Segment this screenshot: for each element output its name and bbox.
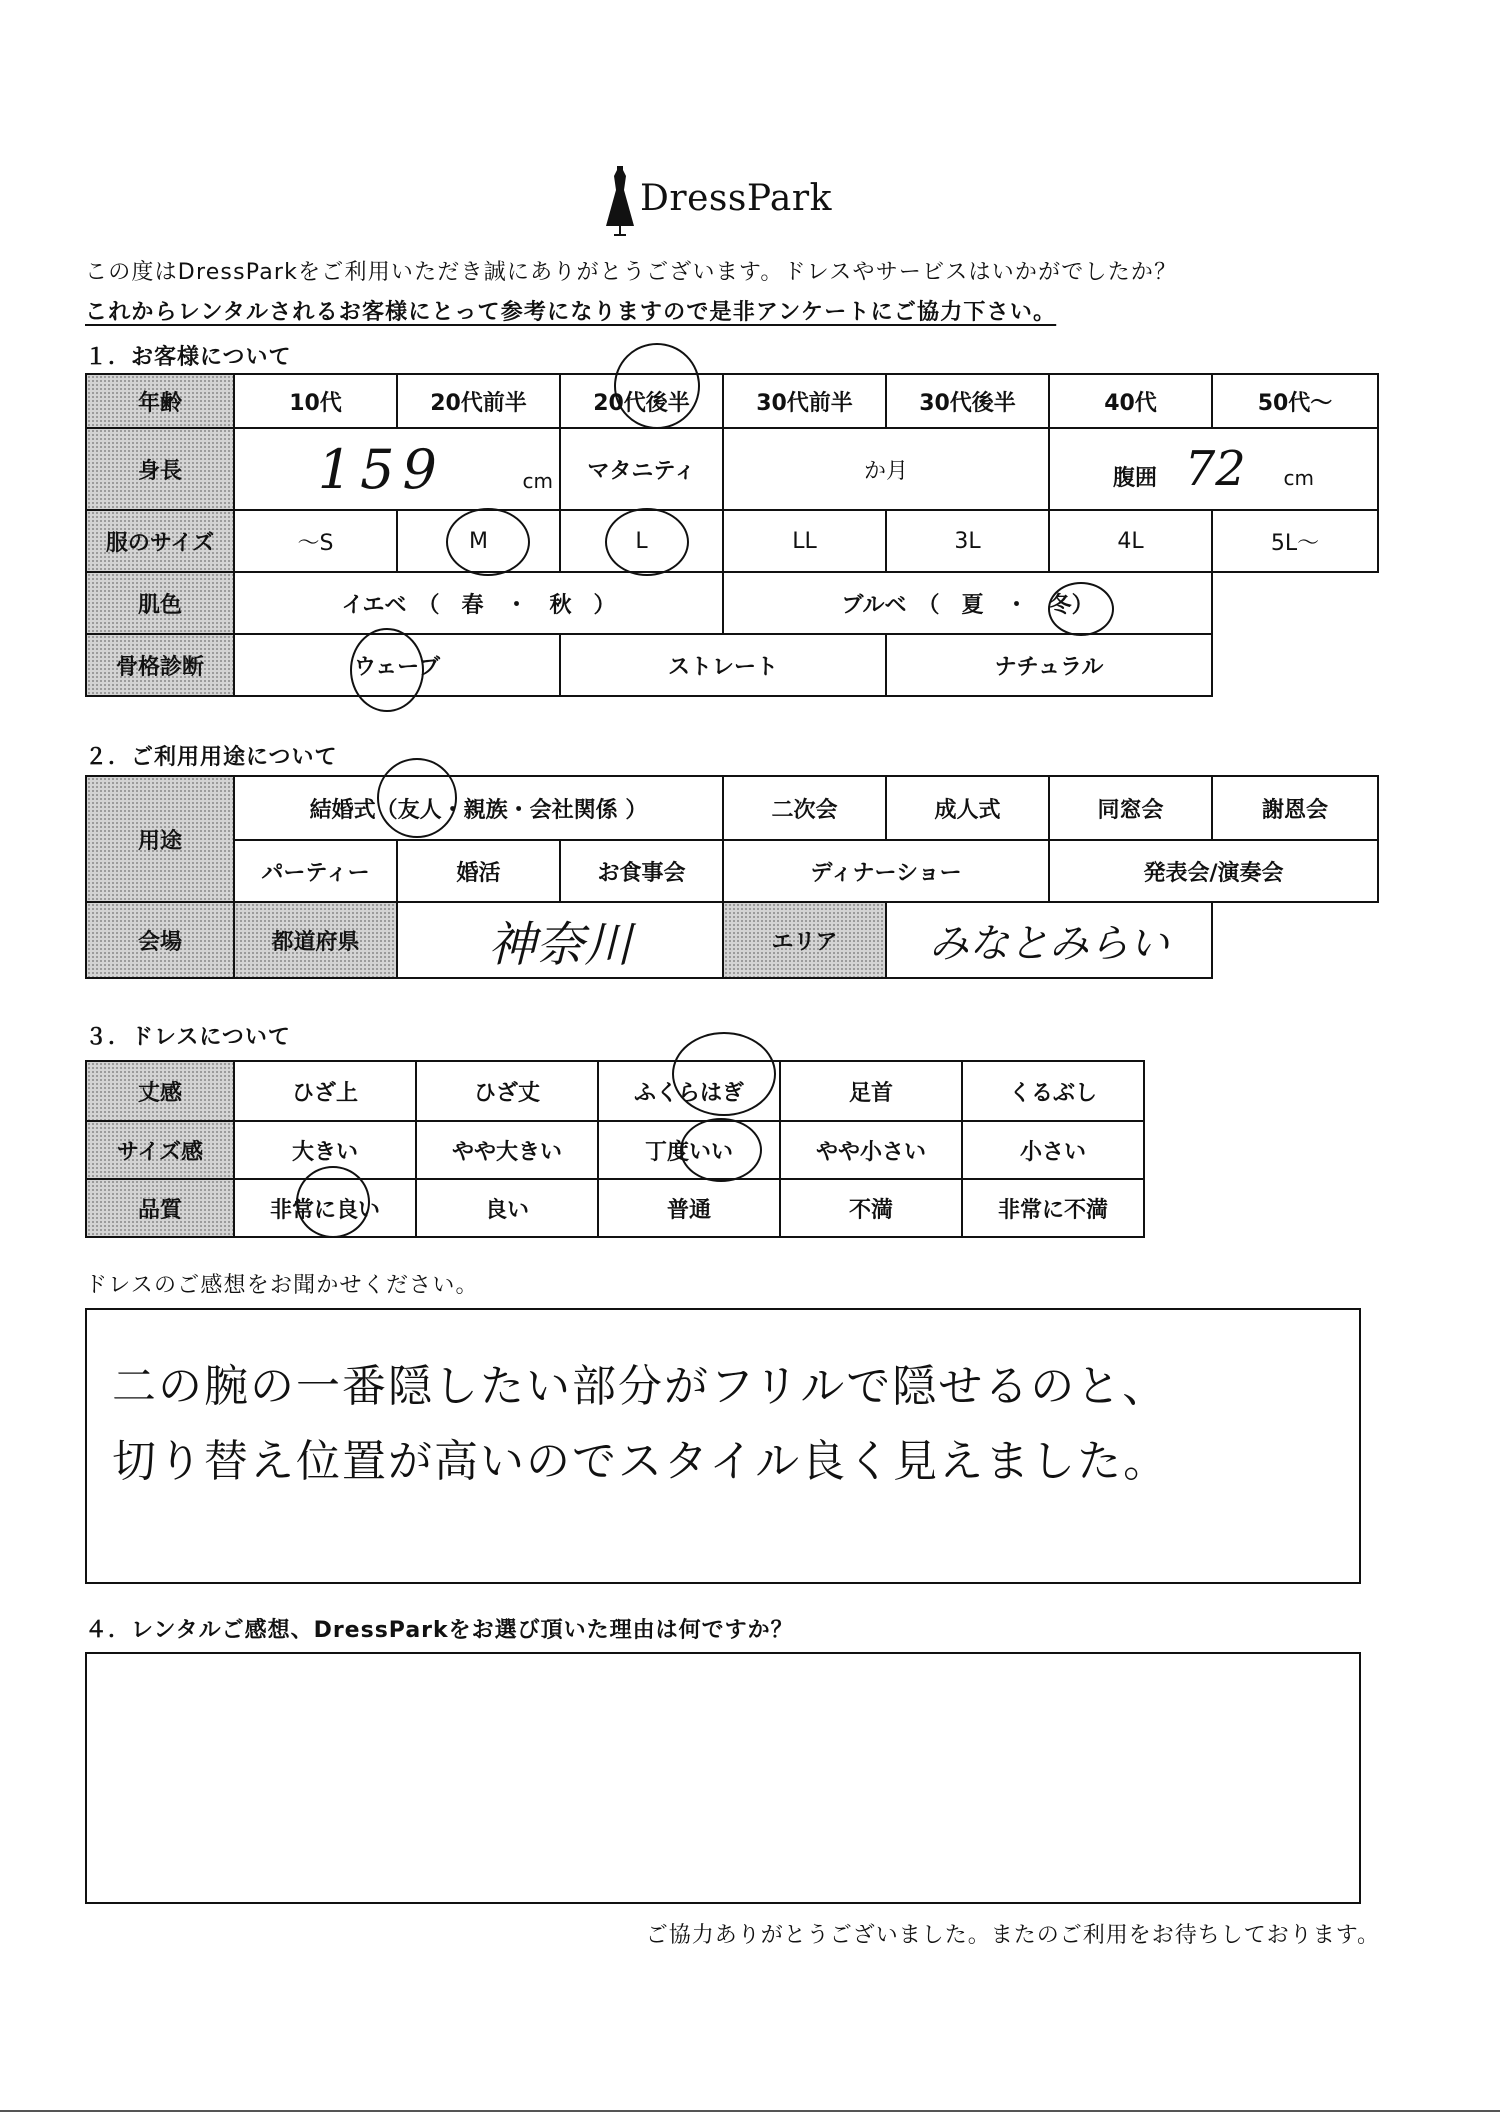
dress-comment-box[interactable] — [85, 1308, 1361, 1584]
age-label: 年齢 — [86, 374, 234, 428]
fit-option[interactable]: 小さい — [962, 1121, 1144, 1179]
venue-label: 会場 — [86, 902, 234, 978]
length-option[interactable]: 足首 — [780, 1061, 962, 1121]
wedding-prefix: 結婚式（ — [309, 797, 398, 823]
quality-option[interactable]: 不満 — [780, 1179, 962, 1237]
length-option-selected[interactable]: ふくらはぎ — [598, 1061, 780, 1121]
frame-option[interactable]: ストレート — [560, 634, 886, 696]
quality-option-selected[interactable]: 非常に良い — [234, 1179, 416, 1237]
purpose-table — [85, 775, 1379, 979]
section-4-title: ４．レンタルご感想、DressParkをお選び頂いた理由は何ですか？ — [85, 1618, 794, 1643]
footer-thanks: ご協力ありがとうございました。またのご利用をお待ちしております。 — [645, 1923, 1380, 1948]
skin-blue-suffix: ） — [1071, 592, 1094, 618]
size-option-selected[interactable]: L — [560, 510, 723, 572]
frame-option[interactable]: ナチュラル — [886, 634, 1212, 696]
fit-label: サイズ感 — [86, 1121, 234, 1179]
length-label: 丈感 — [86, 1061, 234, 1121]
area-field[interactable] — [886, 902, 1212, 978]
purpose-option[interactable]: ディナーショー — [723, 840, 1049, 902]
quality-option[interactable]: 普通 — [598, 1179, 780, 1237]
dress-icon — [600, 160, 640, 240]
purpose-option[interactable]: 発表会/演奏会 — [1049, 840, 1378, 902]
scan-edge-line — [0, 2110, 1500, 2112]
fit-option-selected[interactable]: 丁度いい — [598, 1121, 780, 1179]
height-field[interactable] — [234, 428, 560, 510]
height-unit: cm — [522, 468, 553, 493]
skin-yellow-option[interactable]: イエベ （ 春 ・ 秋 ） — [234, 572, 723, 634]
selection-circle — [680, 1118, 762, 1182]
fit-option[interactable]: やや小さい — [780, 1121, 962, 1179]
intro-line-2: これからレンタルされるお客様にとって参考になりますので是非アンケートにご協力下さい。 — [85, 300, 1057, 325]
purpose-option[interactable]: 二次会 — [723, 776, 886, 840]
selection-circle — [614, 343, 700, 429]
quality-option[interactable]: 非常に不満 — [962, 1179, 1144, 1237]
size-option[interactable]: 5L〜 — [1212, 510, 1378, 572]
selection-circle — [605, 508, 689, 576]
purpose-option[interactable]: 成人式 — [886, 776, 1049, 840]
fit-option[interactable]: 大きい — [234, 1121, 416, 1179]
prefecture-label: 都道府県 — [234, 902, 397, 978]
maternity-field[interactable] — [723, 428, 1049, 510]
purpose-option[interactable]: 同窓会 — [1049, 776, 1212, 840]
skin-blue-prefix: ブルベ （ 夏 ・ — [841, 592, 1050, 618]
waist-label: 腹囲 — [1113, 466, 1158, 491]
fit-option[interactable]: やや大きい — [416, 1121, 598, 1179]
age-option[interactable]: 40代 — [1049, 374, 1212, 428]
prefecture-field[interactable] — [397, 902, 723, 978]
height-label: 身長 — [86, 428, 234, 510]
age-option[interactable]: 10代 — [234, 374, 397, 428]
size-option[interactable]: LL — [723, 510, 886, 572]
purpose-option[interactable]: 婚活 — [397, 840, 560, 902]
age-option[interactable]: 30代後半 — [886, 374, 1049, 428]
comment-line-2: 切り替え位置が高いのでスタイル良く見えました。 — [112, 1436, 1170, 1487]
height-value: 159 — [317, 437, 445, 501]
purpose-label: 用途 — [86, 776, 234, 902]
age-option[interactable]: 30代前半 — [723, 374, 886, 428]
months-unit: か月 — [863, 458, 908, 484]
size-option[interactable]: 〜S — [234, 510, 397, 572]
section-3-title: ３．ドレスについて — [85, 1025, 291, 1050]
comment-prompt: ドレスのご感想をお聞かせください。 — [85, 1273, 479, 1298]
brand-logo — [600, 160, 840, 240]
selection-circle — [672, 1032, 776, 1116]
section-1-title: １．お客様について — [85, 345, 292, 370]
skin-blue-option[interactable] — [723, 572, 1212, 634]
area-value: みなとみらい — [929, 920, 1169, 967]
selection-circle — [1048, 582, 1114, 636]
age-option[interactable]: 20代前半 — [397, 374, 560, 428]
quality-label: 品質 — [86, 1179, 234, 1237]
waist-value: 72 — [1184, 441, 1246, 497]
area-label: エリア — [723, 902, 886, 978]
wedding-rest: ・親族・会社関係 ） — [441, 797, 648, 823]
frame-label: 骨格診断 — [86, 634, 234, 696]
section-2-title: ２．ご利用用途について — [85, 745, 338, 770]
size-option[interactable]: 3L — [886, 510, 1049, 572]
age-option[interactable]: 50代〜 — [1212, 374, 1378, 428]
purpose-option[interactable]: 謝恩会 — [1212, 776, 1378, 840]
selection-circle — [377, 758, 457, 838]
length-option[interactable]: ひざ丈 — [416, 1061, 598, 1121]
waist-field[interactable] — [1049, 428, 1378, 510]
age-option-selected[interactable]: 20代後半 — [560, 374, 723, 428]
size-label: 服のサイズ — [86, 510, 234, 572]
size-option-selected[interactable]: M — [397, 510, 560, 572]
length-option[interactable]: くるぶし — [962, 1061, 1144, 1121]
selection-circle — [446, 508, 530, 576]
customer-table — [85, 373, 1379, 697]
selection-circle — [350, 628, 424, 712]
selection-circle — [296, 1166, 370, 1238]
brand-name: DressPark — [640, 178, 832, 219]
wedding-option[interactable] — [234, 776, 723, 840]
purpose-option[interactable]: お食事会 — [560, 840, 723, 902]
maternity-label: マタニティ — [560, 428, 723, 510]
size-option[interactable]: 4L — [1049, 510, 1212, 572]
comment-line-1: 二の腕の一番隠したい部分がフリルで隠せるのと、 — [112, 1361, 1169, 1412]
intro-line-1: この度はDressParkをご利用いただき誠にありがとうございます。ドレスやサービスはいかがでしたか？ — [85, 260, 1178, 285]
reason-answer-box[interactable] — [85, 1652, 1361, 1904]
frame-option-selected[interactable]: ウェーブ — [234, 634, 560, 696]
prefecture-value: 神奈川 — [487, 916, 632, 973]
quality-option[interactable]: 良い — [416, 1179, 598, 1237]
waist-unit: cm — [1283, 466, 1314, 490]
purpose-option[interactable]: パーティー — [234, 840, 397, 902]
wedding-friend[interactable]: 友人 — [397, 797, 442, 823]
skin-label: 肌色 — [86, 572, 234, 634]
dress-table — [85, 1060, 1145, 1238]
skin-blue-winter[interactable]: 冬 — [1049, 592, 1072, 618]
length-option[interactable]: ひざ上 — [234, 1061, 416, 1121]
